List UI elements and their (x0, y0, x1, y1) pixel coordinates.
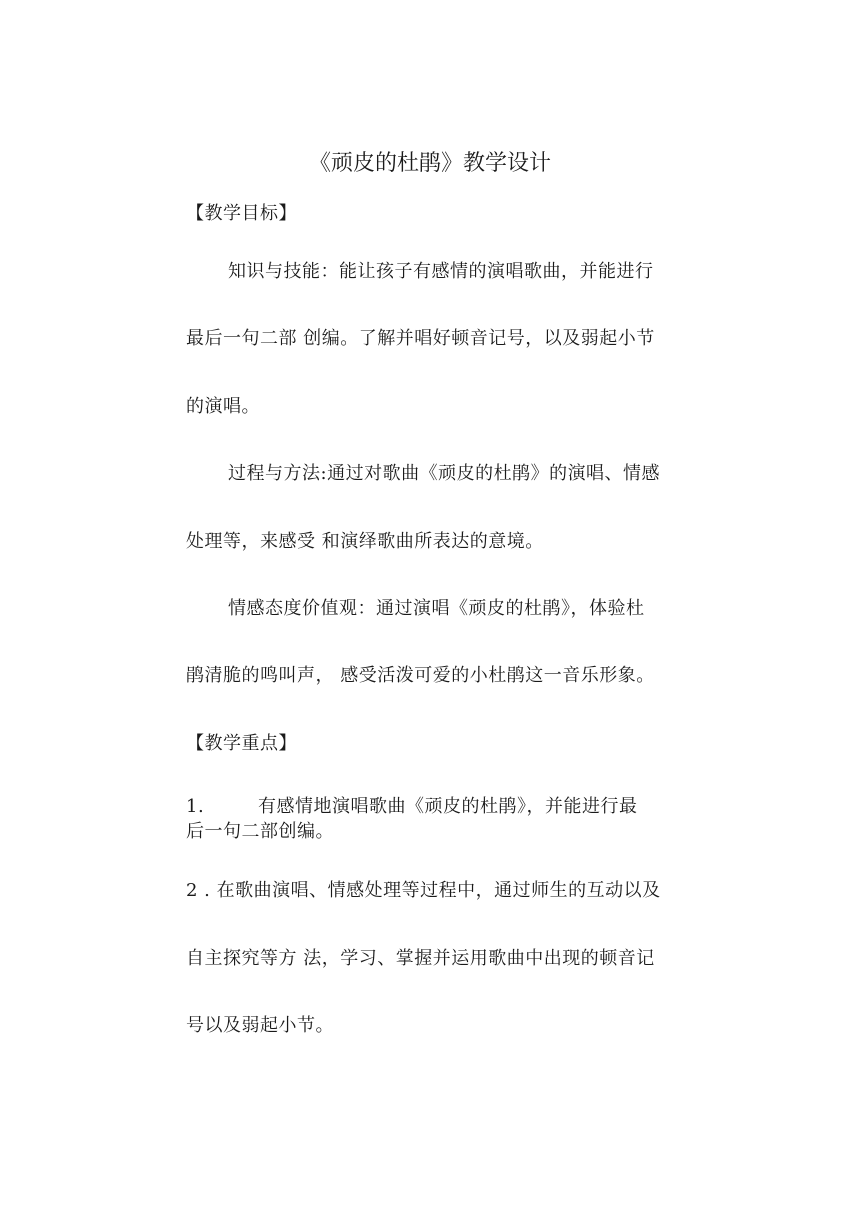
keypoint-2-line-2: 自主探究等方 法，学习、掌握并运用歌曲中出现的顿音记 (186, 948, 655, 969)
section-heading-keypoints: 【教学重点】 (186, 733, 297, 754)
process-methods-line-2: 处理等，来感受 和演绎歌曲所表达的意境。 (186, 531, 544, 552)
knowledge-skills-line-3: 的演唱。 (186, 396, 260, 417)
keypoint-1-line-2: 后一句二部创编。 (186, 821, 334, 842)
keypoint-1-number: 1. (186, 796, 205, 817)
emotion-values-line-1: 情感态度价值观：通过演唱《顽皮的杜鹃》，体验杜 (228, 598, 645, 619)
keypoint-1-line-1: 有感情地演唱歌曲《顽皮的杜鹃》，并能进行最 (258, 796, 638, 817)
knowledge-skills-line-2: 最后一句二部 创编。了解并唱好顿音记号，以及弱起小节 (186, 328, 655, 349)
emotion-values-line-2: 鹃清脆的鸣叫声， 感受活泼可爱的小杜鹃这一音乐形象。 (186, 665, 655, 686)
process-methods-line-1: 过程与方法:通过对歌曲《顽皮的杜鹃》的演唱、情感 (228, 463, 661, 484)
knowledge-skills-line-1: 知识与技能：能让孩子有感情的演唱歌曲，并能进行 (228, 261, 654, 282)
document-title: 《顽皮的杜鹃》教学设计 (308, 151, 551, 176)
keypoint-2-line-1: 2 . 在歌曲演唱、情感处理等过程中，通过师生的互动以及 (186, 880, 661, 901)
section-heading-objectives: 【教学目标】 (186, 203, 297, 224)
keypoint-2-line-3: 号以及弱起小节。 (186, 1015, 334, 1036)
